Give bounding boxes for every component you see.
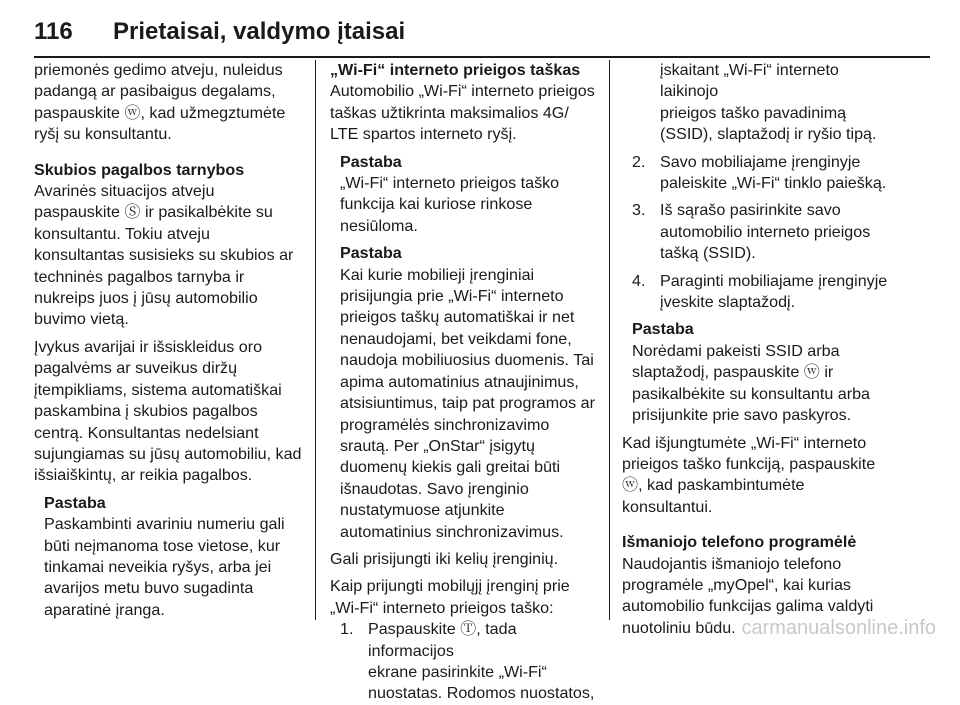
onstar-service-icon: ⓦ bbox=[124, 103, 141, 122]
text-line: funkcija kai kuriose rinkose bbox=[340, 195, 533, 214]
text-line: prisijungia prie „Wi-Fi“ interneto bbox=[340, 287, 564, 306]
text-line: atsisiuntimus, taip pat programos ar bbox=[340, 394, 595, 413]
step-item-continued bbox=[632, 60, 892, 146]
text-line: Paraginti mobiliajame įrenginyje bbox=[660, 271, 888, 290]
text-line: Paspauskite Ⓣ, tada informacijos bbox=[368, 620, 517, 660]
text-line: išsiaiškintų, ar reikia pagalbos. bbox=[34, 466, 253, 485]
text-line: sujungiamas su jūsų automobiliu, kad bbox=[34, 444, 302, 463]
column-2 bbox=[330, 60, 598, 705]
text-line: Iš sąrašo pasirinkite savo bbox=[660, 201, 841, 220]
text-line: automobilio interneto prieigos bbox=[660, 222, 871, 241]
text-line: įveskite slaptažodį. bbox=[660, 293, 796, 312]
text-line: (SSID), slaptažodį ir ryšio tipą. bbox=[660, 125, 877, 144]
text-line: Kai kurie mobilieji įrenginiai bbox=[340, 265, 535, 284]
emergency-sos-icon: Ⓢ bbox=[124, 203, 141, 222]
step-item bbox=[340, 619, 598, 705]
text-line: Kaip prijungti mobilųjį įrenginį prie bbox=[330, 577, 570, 596]
text-line: nenaudojami, bet veikdami fone, bbox=[340, 329, 572, 348]
text-line: ⓦ, kad paskambintumėte bbox=[622, 475, 892, 496]
text-line: konsultantu. Tokiu atveju bbox=[34, 224, 210, 243]
text-line: nesiūloma. bbox=[340, 216, 418, 235]
step-item bbox=[632, 200, 892, 264]
note-label: Pastaba bbox=[340, 244, 402, 263]
text-line: pagalvėms ar suveikus diržų bbox=[34, 359, 238, 378]
text-line: Įvykus avarijai ir išsiskleidus oro bbox=[34, 337, 263, 356]
text-line: ekrane pasirinkite „Wi-Fi“ bbox=[368, 662, 547, 681]
text-line: apima automatinius atnaujinimus, bbox=[340, 372, 579, 391]
step-number: 2. bbox=[632, 152, 646, 171]
text-line: „Wi-Fi“ interneto prieigos taško: bbox=[330, 598, 554, 617]
note-label: Pastaba bbox=[632, 320, 694, 339]
text-line: prieigos taško funkciją, paspauskite bbox=[622, 454, 876, 473]
text-line: aparatinė įranga. bbox=[44, 600, 165, 619]
note-block bbox=[340, 243, 598, 543]
text-line: automobilio funkcijas galima valdyti bbox=[622, 597, 874, 616]
text-line: Naudojantis išmaniojo telefono bbox=[622, 554, 842, 573]
step-list bbox=[632, 60, 892, 313]
paragraph bbox=[34, 337, 304, 487]
text-line: paleiskite „Wi-Fi“ tinklo paiešką. bbox=[660, 174, 887, 193]
text-line: prisijunkite prie savo paskyros. bbox=[632, 406, 852, 425]
text-line: Kad išjungtumėte „Wi-Fi“ interneto bbox=[622, 433, 867, 452]
note-block bbox=[340, 152, 598, 238]
text-line: nustatymuose atjunkite bbox=[340, 501, 505, 520]
text-line: „Wi-Fi“ interneto prieigos taško bbox=[340, 174, 560, 193]
text-line: naudoja mobiliuosius duomenis. Tai bbox=[340, 351, 594, 370]
text-line: Automobilio „Wi-Fi“ interneto prieigos bbox=[330, 82, 595, 101]
text-line: slaptažodį, paspauskite ⓦ ir bbox=[632, 362, 892, 383]
text-line: techninės pagalbos tarnyba ir bbox=[34, 267, 245, 286]
note-label: Pastaba bbox=[340, 152, 402, 171]
page-title: Prietaisai, valdymo įtaisai bbox=[113, 18, 406, 45]
text-line: konsultantas susisieks su skubios ar bbox=[34, 246, 294, 265]
note-label: Pastaba bbox=[44, 493, 106, 512]
text-line: avarijos metu buvo sugadinta bbox=[44, 579, 254, 598]
text-line: buvimo vietą. bbox=[34, 310, 129, 329]
text-line: programėlės sinchronizavimo bbox=[340, 415, 550, 434]
text-line: Paskambinti avariniu numeriu gali bbox=[44, 515, 285, 534]
step-number: 4. bbox=[632, 271, 646, 290]
text-line: LTE spartos interneto ryšį. bbox=[330, 125, 517, 144]
text-line: nuostatas. Rodomos nuostatos, bbox=[368, 684, 595, 703]
onstar-service-icon: ⓦ bbox=[803, 363, 820, 382]
page-header bbox=[34, 8, 930, 56]
text-line: Norėdami pakeisti SSID arba bbox=[632, 341, 840, 360]
text-line: Avarinės situacijos atveju bbox=[34, 182, 215, 201]
step-item bbox=[632, 271, 892, 314]
text-line: konsultantui. bbox=[622, 497, 713, 516]
text-line: įtempikliams, sistema automatiškai bbox=[34, 380, 282, 399]
text-line: būti neįmanoma tose vietose, kur bbox=[44, 536, 281, 555]
text-line: Gali prisijungti iki kelių įrenginių. bbox=[330, 549, 559, 568]
text-line: tašką (SSID). bbox=[660, 244, 756, 263]
watermark: carmanualsonline.info bbox=[741, 617, 936, 639]
text-line: nuotoliniu būdu. bbox=[622, 618, 736, 637]
text-line: nukreips juos į jūsų automobilio bbox=[34, 289, 258, 308]
text-line: priemonės gedimo atveju, nuleidus bbox=[34, 61, 283, 79]
paragraph bbox=[622, 433, 892, 519]
text-line: paspauskite Ⓢ ir pasikalbėkite su bbox=[34, 202, 304, 223]
section-heading: Išmaniojo telefono programėlė bbox=[622, 533, 857, 552]
paragraph bbox=[330, 576, 598, 619]
phone-icon: Ⓣ bbox=[460, 620, 477, 639]
text-line: duomenų kiekis gali greitai būti bbox=[340, 458, 561, 477]
note-block bbox=[632, 319, 892, 426]
section-heading: „Wi-Fi“ interneto prieigos taškas bbox=[330, 61, 581, 79]
text-line: padangą ar pasibaigus degalams, bbox=[34, 82, 276, 101]
text-line: prieigos taško pavadinimą bbox=[660, 103, 847, 122]
text-line: centrą. Konsultantas nedelsiant bbox=[34, 423, 259, 442]
column-1 bbox=[34, 60, 304, 621]
text-line: išnaudotas. Savo įrenginio bbox=[340, 479, 529, 498]
step-number: 3. bbox=[632, 201, 646, 220]
section-heading: Skubios pagalbos tarnybos bbox=[34, 160, 245, 179]
text-line: taškas užtikrinta maksimalios 4G/ bbox=[330, 103, 569, 122]
text-line: ryšį su konsultantu. bbox=[34, 125, 172, 144]
text-line: paspauskite ⓦ, kad užmegztumėte bbox=[34, 103, 304, 124]
text-line: pasikalbėkite su konsultantu arba bbox=[632, 384, 870, 403]
text-line: srautą. Per „OnStar“ įsigytų bbox=[340, 436, 535, 455]
text-line: Savo mobiliajame įrenginyje bbox=[660, 152, 861, 171]
step-item bbox=[632, 152, 892, 195]
column-divider bbox=[609, 60, 610, 620]
text-line: prieigos taškų automatiškai ir net bbox=[340, 308, 575, 327]
header-rule bbox=[34, 56, 930, 58]
step-list bbox=[340, 619, 598, 705]
column-divider bbox=[315, 60, 316, 620]
text-line: paskambina į skubios pagalbos bbox=[34, 402, 258, 421]
text-line: įskaitant „Wi-Fi“ interneto laikinojo bbox=[660, 61, 839, 101]
onstar-service-icon: ⓦ bbox=[622, 476, 639, 495]
text-line: automatinius sinchronizavimus. bbox=[340, 522, 564, 541]
note-block bbox=[44, 493, 304, 621]
page-number: 116 bbox=[34, 18, 73, 45]
column-3 bbox=[622, 60, 892, 639]
text-line: programėle „myOpel“, kai kurias bbox=[622, 575, 851, 594]
text-line: tinkamai neveikia ryšys, arba jei bbox=[44, 557, 272, 576]
step-number: 1. bbox=[340, 620, 354, 639]
